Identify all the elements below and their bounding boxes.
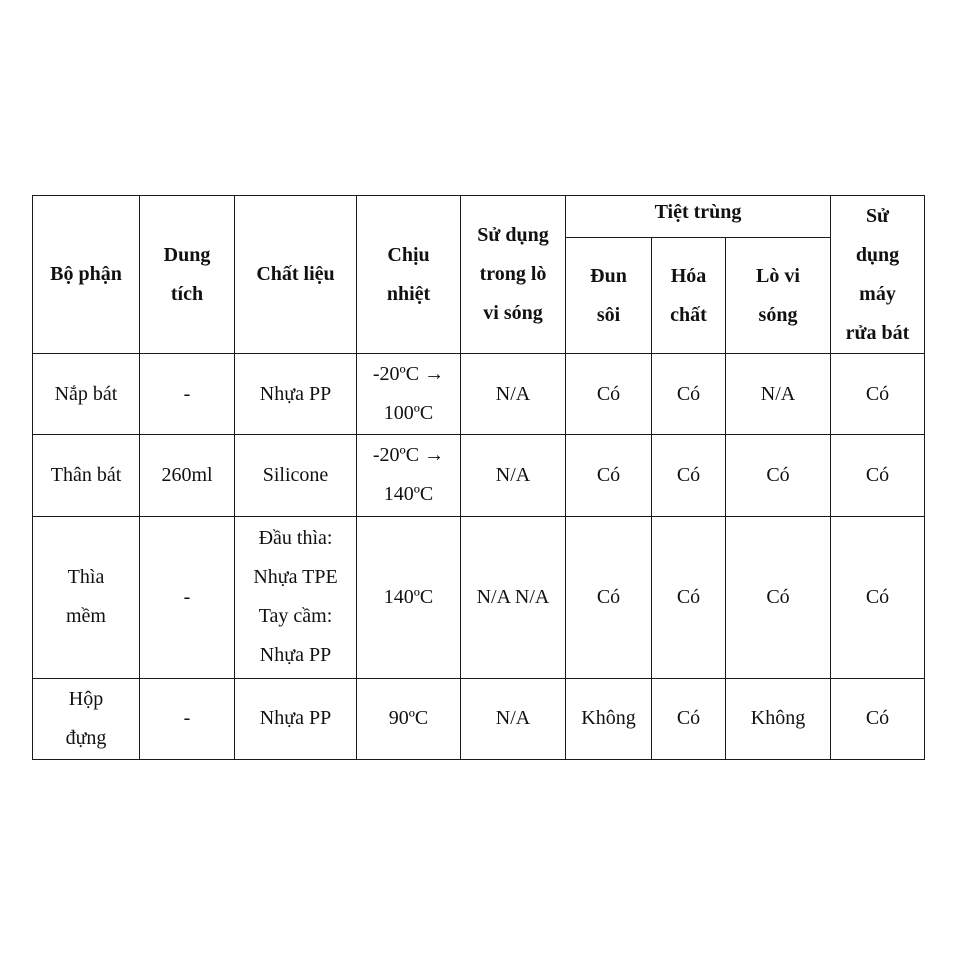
cell-heat-resistance: -20ºC → 100ºC [357,354,461,435]
header-part: Bộ phận [33,196,140,354]
cell-material: Nhựa PP [235,678,357,759]
header-heat-resistance: Chịu nhiệt [357,196,461,354]
cell-part: Thân bát [33,435,140,516]
header-material: Chất liệu [235,196,357,354]
cell-dishwasher: Có [831,516,925,678]
cell-microwave-sterilize: Có [726,516,831,678]
cell-microwave-sterilize: Có [726,435,831,516]
cell-part: Thìa mềm [33,516,140,678]
cell-boil: Có [566,435,652,516]
header-capacity: Dung tích [140,196,235,354]
cell-part: Hộp đựng [33,678,140,759]
product-spec-table [32,195,925,760]
table-row [33,435,925,516]
cell-boil: Không [566,678,652,759]
table-row [33,678,925,759]
cell-part: Nắp bát [33,354,140,435]
cell-capacity: - [140,678,235,759]
cell-chemical: Có [652,354,726,435]
cell-microwave-sterilize: N/A [726,354,831,435]
header-dishwasher: Sử dụng máy rửa bát [831,196,925,354]
header-sterilize-boil: Đun sôi [566,238,652,354]
cell-heat-resistance: 90ºC [357,678,461,759]
header-sterilize-chemical: Hóa chất [652,238,726,354]
cell-microwave-use: N/A [461,435,566,516]
cell-microwave-use: N/A N/A [461,516,566,678]
cell-capacity: - [140,516,235,678]
cell-microwave-use: N/A [461,678,566,759]
cell-boil: Có [566,354,652,435]
header-sterilize-microwave: Lò vi sóng [726,238,831,354]
table-row [33,516,925,678]
cell-capacity: 260ml [140,435,235,516]
cell-chemical: Có [652,435,726,516]
cell-dishwasher: Có [831,354,925,435]
table-row [33,354,925,435]
cell-microwave-use: N/A [461,354,566,435]
header-row [33,196,925,238]
cell-dishwasher: Có [831,678,925,759]
cell-material: Đầu thìa: Nhựa TPE Tay cầm: Nhựa PP [235,516,357,678]
header-sterilize: Tiệt trùng [566,196,831,238]
header-microwave-use: Sử dụng trong lò vi sóng [461,196,566,354]
cell-boil: Có [566,516,652,678]
cell-heat-resistance: -20ºC → 140ºC [357,435,461,516]
cell-capacity: - [140,354,235,435]
cell-chemical: Có [652,516,726,678]
cell-chemical: Có [652,678,726,759]
cell-heat-resistance: 140ºC [357,516,461,678]
cell-material: Silicone [235,435,357,516]
cell-material: Nhựa PP [235,354,357,435]
cell-microwave-sterilize: Không [726,678,831,759]
cell-dishwasher: Có [831,435,925,516]
